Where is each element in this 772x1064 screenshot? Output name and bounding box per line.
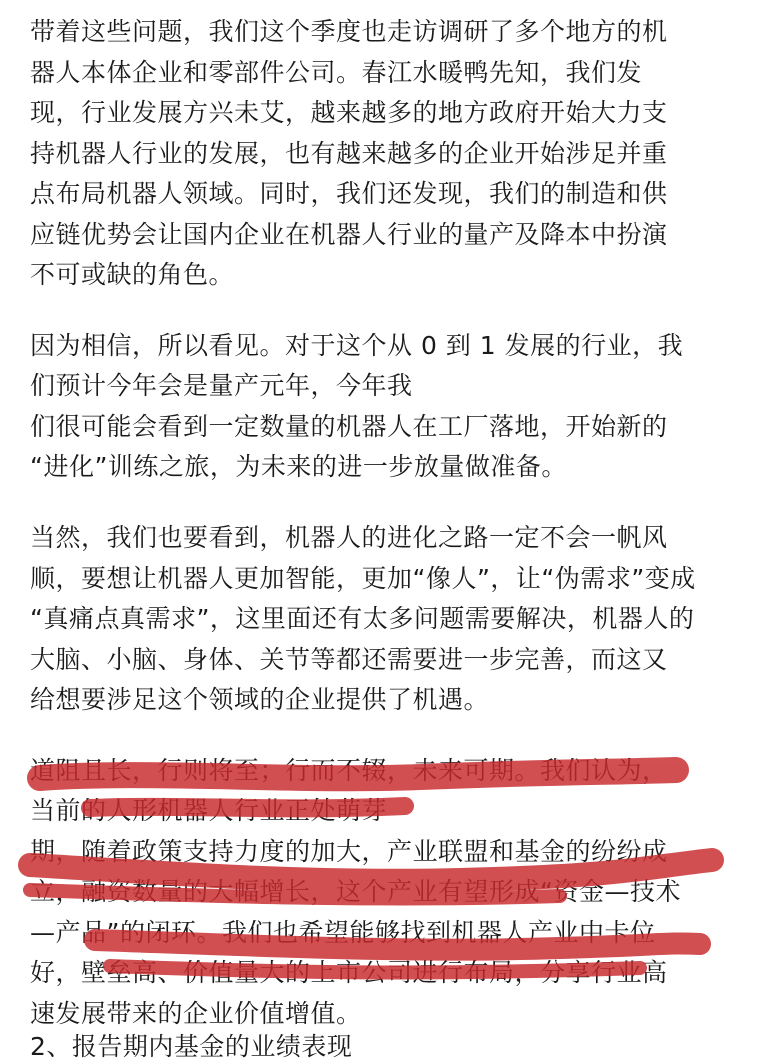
text-line: 好，壁垒高、价值量大的上市公司进行布局，分享行业高 xyxy=(30,958,668,987)
text-line: 持机器人行业的发展，也有越来越多的企业开始涉足并重 xyxy=(30,139,668,168)
text-line: 期，随着政策支持力度的加大，产业联盟和基金的纷纷成 xyxy=(30,837,668,866)
text-line: 大脑、小脑、身体、关节等都还需要进一步完善，而这又 xyxy=(30,645,668,674)
text-line: 给想要涉足这个领域的企业提供了机遇。 xyxy=(30,685,490,714)
text-line: 立，融资数量的大幅增长，这个产业有望形成“资金—技术 xyxy=(30,877,681,906)
text-line: 顺，要想让机器人更加智能，更加“像人”，让“伪需求”变成 xyxy=(30,564,696,593)
text-line: 因为相信，所以看见。对于这个从 0 到 1 发展的行业，我 xyxy=(30,331,684,360)
text-line: —产品”的闭环。我们也希望能够找到机器人产业中卡位 xyxy=(30,918,656,947)
text-line: 带着这些问题，我们这个季度也走访调研了多个地方的机 xyxy=(30,17,668,46)
text-line: 速发展带来的企业价值增值。 xyxy=(30,999,362,1028)
text-line: “真痛点真需求”，这里面还有太多问题需要解决，机器人的 xyxy=(30,604,695,633)
text-line: 当前的人形机器人行业正处萌芽 xyxy=(30,796,388,825)
text-line: “进化”训练之旅，为未来的进一步放量做准备。 xyxy=(30,452,567,481)
text-line: 们很可能会看到一定数量的机器人在工厂落地，开始新的 xyxy=(30,412,668,441)
text-line: 当然，我们也要看到，机器人的进化之路一定不会一帆风 xyxy=(30,523,668,552)
text-line: 不可或缺的角色。 xyxy=(30,260,235,289)
text-line: 道阻且长，行则将至；行而不辍，未来可期。我们认为， xyxy=(30,756,668,785)
text-line: 现，行业发展方兴未艾，越来越多的地方政府开始大力支 xyxy=(30,98,668,127)
text-line: 点布局机器人领域。同时，我们还发现，我们的制造和供 xyxy=(30,179,668,208)
text-line: 器人本体企业和零部件公司。春江水暖鸭先知，我们发 xyxy=(30,58,643,87)
text-line-partial: 2、报告期内基金的业绩表现 xyxy=(30,1032,353,1061)
text-line: 应链优势会让国内企业在机器人行业的量产及降本中扮演 xyxy=(30,220,668,249)
text-line: 们预计今年会是量产元年，今年我 xyxy=(30,371,413,400)
